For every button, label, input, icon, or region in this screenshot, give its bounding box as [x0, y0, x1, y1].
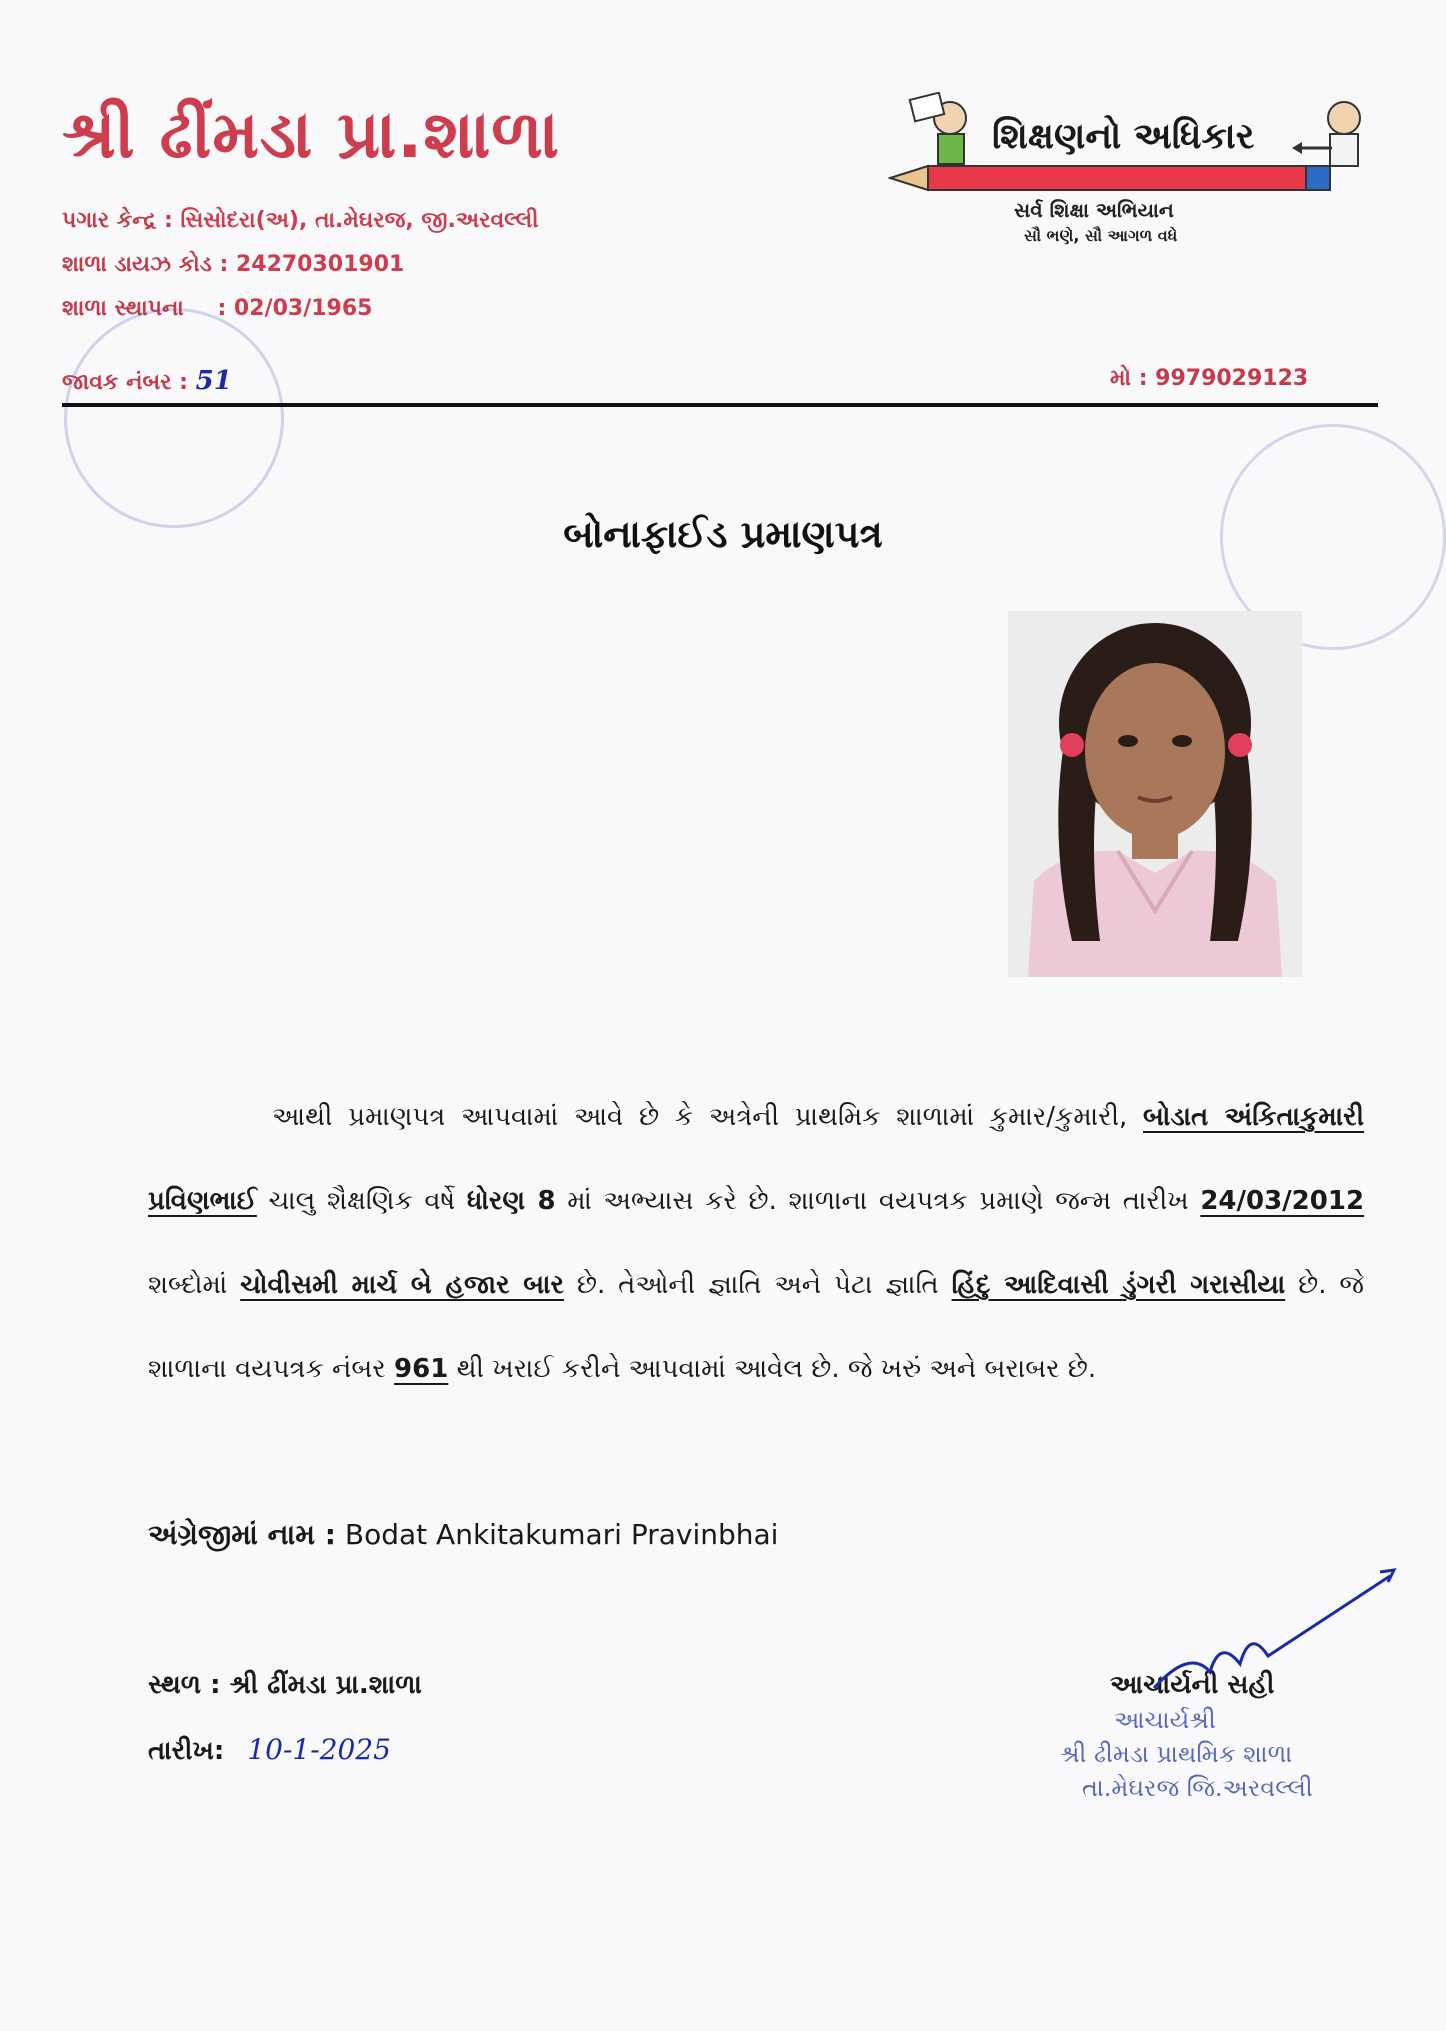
header-divider — [62, 403, 1378, 407]
student-photo — [1008, 611, 1302, 977]
para-in-words: શબ્દોમાં — [148, 1270, 228, 1300]
pagar-kendra-line: પગાર કેન્દ્ર : સિસોદરા(અ), તા.મેઘરજ, જી.અરવલ્લી — [62, 208, 539, 233]
english-name: Bodat Ankitakumari Pravinbhai — [344, 1518, 779, 1551]
english-name-label: અંગ્રેજીમાં નામ : — [148, 1518, 336, 1551]
document-title: બોનાફાઈડ પ્રમાણપત્ર — [563, 512, 883, 556]
para-birth-intro: માં અભ્યાસ કરે છે. શાળાના વયપત્રક પ્રમાણે જન્મ તારીખ — [567, 1186, 1189, 1216]
student-name: બોડાત અંકિતાકુમારી પ્રવિણભાઈ — [148, 1102, 1365, 1216]
stamp-line-2: શ્રી ઢીમડા પ્રાથમિક શાળા — [1060, 1740, 1293, 1768]
certificate-body — [148, 1075, 1364, 1411]
stamp-line-1: આચાર્યશ્રી — [1114, 1706, 1216, 1734]
ssa-program-name: સર્વ શિક્ષા અભિયાન — [1014, 198, 1174, 222]
dise-code-line: શાળા ડાયઝ કોડ : 24270301901 — [62, 252, 405, 277]
stamp-line-3: તા.મેઘરજ જિ.અરવલ્લી — [1082, 1774, 1313, 1802]
english-name-line — [148, 1518, 778, 1552]
dise-label: શાળા ડાયઝ કોડ — [62, 252, 212, 277]
principal-signature — [1150, 1568, 1400, 1708]
student-caste: હિંદુ આદિવાસી ડુંગરી ગરાસીયા — [951, 1270, 1286, 1300]
javak-value: 51 — [195, 366, 232, 396]
rte-logo-title: શિક્ષણનો અધિકાર — [992, 116, 1255, 157]
place-line: સ્થળ : શ્રી ઢીંમડા પ્રા.શાળા — [148, 1670, 422, 1700]
date-line — [148, 1733, 391, 1767]
para-register-intro: છે. જે શાળાના વયપત્રક નંબર — [148, 1270, 1365, 1384]
sthapna-line: શાળા સ્થાપના : 02/03/1965 — [62, 296, 373, 321]
mobile-number: મો : 9979029123 — [1110, 366, 1309, 391]
ssa-tagline: સૌ ભણે, સૌ આગળ વધે — [1024, 226, 1178, 245]
sthapna-label: શાળા સ્થાપના — [62, 296, 184, 321]
register-number: 961 — [394, 1354, 449, 1384]
dise-value: 24270301901 — [235, 252, 405, 277]
principal-signature-label: આચાર્યની સહી — [1110, 1670, 1275, 1700]
sthapna-value: 02/03/1965 — [233, 296, 373, 321]
date-label: તારીખ: — [148, 1736, 225, 1766]
pagar-kendra-label: પગાર કેન્દ્ર — [62, 208, 157, 233]
para-closing: થી ખરાઈ કરીને આપવામાં આવેલ છે. જે ખરું અને બરાબર છે. — [456, 1354, 1097, 1384]
pagar-kendra-value: સિસોદરા(અ), તા.મેઘરજ, જી.અરવલ્લી — [180, 208, 539, 233]
para-current-year: ચાલુ શૈક્ષણિક વર્ષે — [268, 1186, 456, 1216]
school-stamp-top-left — [64, 308, 284, 528]
birth-date: 24/03/2012 — [1200, 1186, 1365, 1216]
birth-date-words: ચોવીસમી માર્ચ બે હજાર બાર — [240, 1270, 564, 1300]
para-caste-intro: છે. તેઓની જ્ઞાતિ અને પેટા જ્ઞાતિ — [576, 1270, 939, 1300]
date-value: 10-1-2025 — [247, 1733, 391, 1766]
student-standard: ધોરણ 8 — [466, 1186, 556, 1216]
school-name: શ્રી ઢીંમડા પ્રા.શાળા — [62, 96, 561, 173]
para-intro: આથી પ્રમાણપત્ર આપવામાં આવે છે કે અત્રેની પ્રાથમિક શાળામાં કુમાર/કુમારી, — [272, 1102, 1128, 1132]
javak-label: જાવક નંબર : — [62, 370, 188, 395]
